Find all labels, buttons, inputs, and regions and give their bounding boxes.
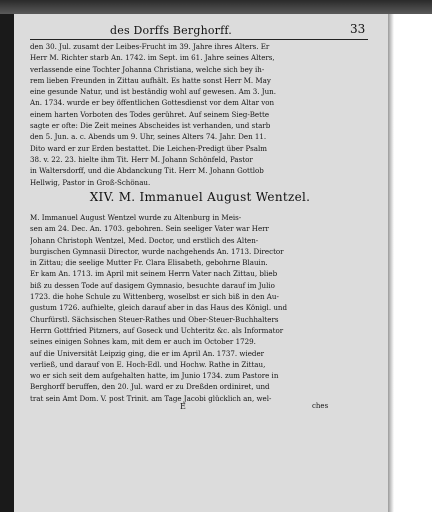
text-line: Herrn Gottfried Pitzners, auf Goseck und Uchteritz &c. als Informator (30, 325, 284, 335)
text-line: Hellwig, Pastor in Groß-Schönau. (30, 177, 151, 187)
text-line: Er kam An. 1713. im April mit seinem Herrn Vater nach Zittau, blieb (30, 269, 278, 279)
catchword: ches (312, 402, 329, 410)
text-line: Dito ward er zur Erden bestattet. Die Leichen-Predigt über Psalm (30, 143, 267, 153)
text-line: in Waltersdorff, und die Abdanckung Tit. Herr M. Johann Gottlob (30, 166, 264, 176)
text-line: wo er sich seit dem aufgehalten hatte, im Junio 1734. zum Pastore in (30, 371, 279, 381)
signature-mark: E (180, 402, 186, 411)
text-line: rem lieben Freunden in Zittau aufhält. Es hatte sonst Herr M. May (30, 75, 271, 85)
text-line: Berghorff beruffen, den 20. Jul. ward er zu Dreßden ordiniret, und (30, 382, 270, 392)
text-line: den 5. Jun. a. c. Abends um 9. Uhr, seines Alters 74. Jahr. Den 11. (30, 132, 267, 142)
paragraph-continued (30, 41, 370, 188)
text-line: 38. v. 22. 23. hielte ihm Tit. Herr M. Johann Schönfeld, Pastor (30, 154, 253, 164)
text-line: An. 1734. wurde er bey öffentlichen Gottesdienst vor dem Altar von (30, 98, 275, 108)
text-line: seines einigen Sohnes kam, mit dem er auch im October 1729. (30, 337, 256, 347)
text-line: eine gesunde Natur, und ist beständig wohl auf gewesen. Am 3. Jun. (30, 87, 276, 97)
text-line: 1723. die hohe Schule zu Wittenberg, woselbst er sich biß in den Au- (30, 292, 279, 302)
text-line: trat sein Amt Dom. V. post Trinit. am Tage Jacobi glücklich an, wel- (30, 393, 272, 403)
text-line: den 30. Jul. zusamt der Leibes-Frucht im 39. Jahre ihres Alters. Er (30, 42, 270, 51)
text-line: verlassende eine Tochter Johanna Christiana, welche sich bey ih- (30, 64, 265, 74)
running-head: des Dorffs Berghorff. (110, 24, 232, 37)
scan-border-left (0, 0, 14, 512)
page-edge-shadow (388, 14, 394, 512)
text-line: burgischen Gymnasii Director, wurde nachgehends An. 1713. Director (30, 246, 284, 256)
text-line: in Zittau; die seelige Mutter Fr. Clara Elisabeth, gebohrne Blauin. (30, 258, 268, 268)
header-rule (30, 39, 368, 40)
section-heading: XIV. M. Immanuel August Wentzel. (89, 190, 311, 204)
text-line: biß zu dessen Tode auf dasigem Gymnasio, besuchte darauf im Julio (30, 280, 275, 290)
text-line: Churfürstl. Sächsischen Steuer-Rathes und Ober-Steuer-Buchhalters (30, 314, 279, 324)
paragraph-biography (30, 212, 370, 404)
text-line: sen am 24. Dec. An. 1703. gebohren. Sein seeliger Vater war Herr (30, 224, 269, 234)
scan-border-top (0, 0, 432, 14)
text-line: auf die Universität Leipzig ging, die er im April An. 1737. wieder (30, 348, 265, 358)
text-line: sagte er ofte: Die Zeit meines Abscheides ist verhanden, und starb (30, 121, 271, 131)
text-line: gustum 1726. aufhielte, gleich darauf aber in das Haus des Königl. und (30, 303, 288, 313)
text-line: verließ, und darauf von E. Hoch-Edl. und Hochw. Rathe in Zittau, (30, 359, 266, 369)
text-line: einem harten Vorboten des Todes gerühret. Auf seinem Sieg-Bette (30, 109, 270, 119)
page-number: 33 (350, 22, 366, 36)
text-line: Johann Christoph Wentzel, Med. Doctor, und erstlich des Alten- (30, 235, 259, 245)
text-line: M. Immanuel August Wentzel wurde zu Altenburg in Meis- (30, 213, 242, 222)
text-line: Herr M. Richter starb An. 1742. im Sept. im 61. Jahre seines Alters, (30, 53, 275, 63)
